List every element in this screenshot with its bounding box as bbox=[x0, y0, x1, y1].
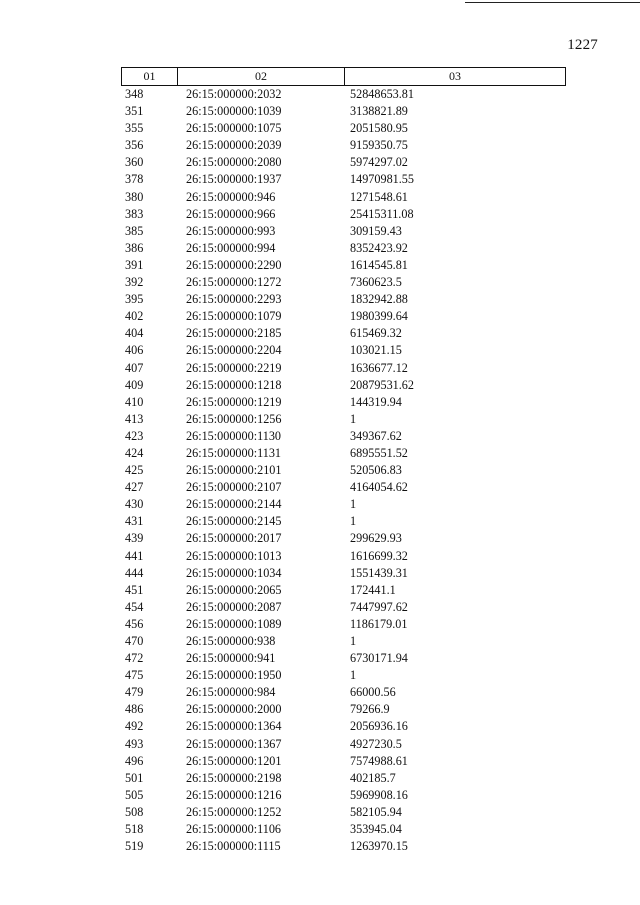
table-row bbox=[0, 325, 640, 342]
table-row bbox=[0, 411, 640, 428]
row-number-cell: 378 bbox=[125, 172, 144, 187]
row-number-cell: 427 bbox=[125, 480, 144, 495]
value-cell: 1616699.32 bbox=[350, 548, 408, 563]
table-row bbox=[0, 684, 640, 701]
table-row bbox=[0, 445, 640, 462]
table-row bbox=[0, 462, 640, 479]
cadastral-number-cell: 26:15:000000:2219 bbox=[186, 360, 282, 375]
table-row bbox=[0, 291, 640, 308]
column-header-02: 02 bbox=[178, 68, 345, 85]
top-rule bbox=[465, 2, 640, 3]
table-row bbox=[0, 633, 640, 650]
cadastral-number-cell: 26:15:000000:2107 bbox=[186, 480, 282, 495]
cadastral-number-cell: 26:15:000000:1034 bbox=[186, 565, 282, 580]
value-cell: 1 bbox=[350, 497, 357, 512]
row-number-cell: 439 bbox=[125, 531, 144, 546]
value-cell: 520506.83 bbox=[350, 463, 402, 478]
row-number-cell: 413 bbox=[125, 411, 144, 426]
row-number-cell: 496 bbox=[125, 753, 144, 768]
table-row bbox=[0, 103, 640, 120]
table-row bbox=[0, 206, 640, 223]
value-cell: 7360623.5 bbox=[350, 275, 402, 290]
cadastral-number-cell: 26:15:000000:1218 bbox=[186, 377, 282, 392]
cadastral-number-cell: 26:15:000000:1364 bbox=[186, 719, 282, 734]
cadastral-number-cell: 26:15:000000:2293 bbox=[186, 292, 282, 307]
table-row bbox=[0, 513, 640, 530]
table-row bbox=[0, 787, 640, 804]
table-row bbox=[0, 804, 640, 821]
value-cell: 6895551.52 bbox=[350, 445, 408, 460]
row-number-cell: 492 bbox=[125, 719, 144, 734]
row-number-cell: 348 bbox=[125, 87, 144, 101]
value-cell: 4927230.5 bbox=[350, 736, 402, 751]
table-row bbox=[0, 223, 640, 240]
value-cell: 1263970.15 bbox=[350, 839, 408, 854]
cadastral-number-cell: 26:15:000000:2017 bbox=[186, 531, 282, 546]
value-cell: 7447997.62 bbox=[350, 599, 408, 614]
row-number-cell: 410 bbox=[125, 394, 144, 409]
cadastral-number-cell: 26:15:000000:1130 bbox=[186, 428, 282, 443]
value-cell: 1 bbox=[350, 668, 357, 683]
cadastral-number-cell: 26:15:000000:1367 bbox=[186, 736, 282, 751]
row-number-cell: 501 bbox=[125, 770, 144, 785]
value-cell: 1551439.31 bbox=[350, 565, 408, 580]
cadastral-number-cell: 26:15:000000:2145 bbox=[186, 514, 282, 529]
cadastral-number-cell: 26:15:000000:2087 bbox=[186, 599, 282, 614]
table-row bbox=[0, 308, 640, 325]
cadastral-number-cell: 26:15:000000:2000 bbox=[186, 702, 282, 717]
table-row bbox=[0, 821, 640, 838]
value-cell: 79266.9 bbox=[350, 702, 390, 717]
row-number-cell: 402 bbox=[125, 309, 144, 324]
cadastral-number-cell: 26:15:000000:2198 bbox=[186, 770, 282, 785]
table-row bbox=[0, 496, 640, 513]
value-cell: 309159.43 bbox=[350, 223, 402, 238]
cadastral-number-cell: 26:15:000000:2185 bbox=[186, 326, 282, 341]
table-row bbox=[0, 582, 640, 599]
value-cell: 349367.62 bbox=[350, 428, 402, 443]
cadastral-number-cell: 26:15:000000:1252 bbox=[186, 804, 282, 819]
cadastral-number-cell: 26:15:000000:1013 bbox=[186, 548, 282, 563]
value-cell: 1 bbox=[350, 411, 357, 426]
table-row bbox=[0, 838, 640, 855]
cadastral-number-cell: 26:15:000000:994 bbox=[186, 240, 276, 255]
value-cell: 1 bbox=[350, 514, 357, 529]
row-number-cell: 355 bbox=[125, 121, 144, 136]
value-cell: 1 bbox=[350, 634, 357, 648]
row-number-cell: 505 bbox=[125, 787, 144, 802]
row-number-cell: 493 bbox=[125, 736, 144, 751]
cadastral-number-cell: 26:15:000000:1079 bbox=[186, 309, 282, 324]
table-row bbox=[0, 274, 640, 291]
value-cell: 1186179.01 bbox=[350, 616, 408, 631]
row-number-cell: 475 bbox=[125, 668, 144, 683]
value-cell: 5969908.16 bbox=[350, 787, 408, 802]
table-row bbox=[0, 530, 640, 547]
page-number: 1227 bbox=[567, 37, 598, 53]
table-body bbox=[0, 86, 640, 855]
table-row bbox=[0, 650, 640, 667]
row-number-cell: 444 bbox=[125, 565, 144, 580]
value-cell: 66000.56 bbox=[350, 685, 396, 700]
table-row bbox=[0, 394, 640, 411]
table-row bbox=[0, 240, 640, 257]
column-header-03: 03 bbox=[449, 69, 461, 83]
value-cell: 172441.1 bbox=[350, 582, 396, 597]
cadastral-number-cell: 26:15:000000:2290 bbox=[186, 257, 282, 272]
cadastral-number-cell: 26:15:000000:1272 bbox=[186, 275, 282, 290]
value-cell: 9159350.75 bbox=[350, 138, 408, 153]
table-row bbox=[0, 86, 640, 103]
row-number-cell: 407 bbox=[125, 360, 144, 375]
table-row bbox=[0, 616, 640, 633]
row-number-cell: 518 bbox=[125, 822, 144, 837]
table-row bbox=[0, 736, 640, 753]
value-cell: 144319.94 bbox=[350, 394, 402, 409]
table-row bbox=[0, 257, 640, 274]
value-cell: 1832942.88 bbox=[350, 292, 408, 307]
row-number-cell: 519 bbox=[125, 839, 144, 854]
row-number-cell: 391 bbox=[125, 257, 144, 272]
row-number-cell: 441 bbox=[125, 548, 144, 563]
row-number-cell: 430 bbox=[125, 497, 144, 512]
value-cell: 402185.7 bbox=[350, 770, 396, 785]
table-row bbox=[0, 770, 640, 787]
value-cell: 52848653.81 bbox=[350, 87, 414, 101]
row-number-cell: 486 bbox=[125, 702, 144, 717]
cadastral-number-cell: 26:15:000000:938 bbox=[186, 634, 276, 648]
row-number-cell: 508 bbox=[125, 804, 144, 819]
row-number-cell: 395 bbox=[125, 292, 144, 307]
cadastral-number-cell: 26:15:000000:1216 bbox=[186, 787, 282, 802]
row-number-cell: 425 bbox=[125, 463, 144, 478]
row-number-cell: 404 bbox=[125, 326, 144, 341]
cadastral-number-cell: 26:15:000000:984 bbox=[186, 685, 276, 700]
cadastral-number-cell: 26:15:000000:2144 bbox=[186, 497, 282, 512]
table-row bbox=[0, 120, 640, 137]
row-number-cell: 470 bbox=[125, 634, 144, 648]
value-cell: 103021.15 bbox=[350, 343, 402, 358]
value-cell: 2056936.16 bbox=[350, 719, 408, 734]
value-cell: 1636677.12 bbox=[350, 360, 408, 375]
cadastral-number-cell: 26:15:000000:946 bbox=[186, 189, 276, 204]
value-cell: 353945.04 bbox=[350, 822, 402, 837]
value-cell: 4164054.62 bbox=[350, 480, 408, 495]
value-cell: 7574988.61 bbox=[350, 753, 408, 768]
value-cell: 2051580.95 bbox=[350, 121, 408, 136]
row-number-cell: 406 bbox=[125, 343, 144, 358]
cadastral-number-cell: 26:15:000000:1201 bbox=[186, 753, 282, 768]
value-cell: 3138821.89 bbox=[350, 104, 408, 119]
table-row bbox=[0, 701, 640, 718]
cadastral-number-cell: 26:15:000000:2080 bbox=[186, 155, 282, 170]
cadastral-number-cell: 26:15:000000:993 bbox=[186, 223, 276, 238]
table-row bbox=[0, 360, 640, 377]
row-number-cell: 351 bbox=[125, 104, 144, 119]
row-number-cell: 409 bbox=[125, 377, 144, 392]
table-row bbox=[0, 154, 640, 171]
value-cell: 1614545.81 bbox=[350, 257, 408, 272]
table-row bbox=[0, 189, 640, 206]
table-row bbox=[0, 342, 640, 359]
value-cell: 8352423.92 bbox=[350, 240, 408, 255]
table-row bbox=[0, 718, 640, 735]
cadastral-number-cell: 26:15:000000:1039 bbox=[186, 104, 282, 119]
cadastral-number-cell: 26:15:000000:2065 bbox=[186, 582, 282, 597]
table-row bbox=[0, 171, 640, 188]
row-number-cell: 454 bbox=[125, 599, 144, 614]
table-row bbox=[0, 599, 640, 616]
row-number-cell: 385 bbox=[125, 223, 144, 238]
table-row bbox=[0, 428, 640, 445]
cadastral-number-cell: 26:15:000000:1089 bbox=[186, 616, 282, 631]
row-number-cell: 380 bbox=[125, 189, 144, 204]
cadastral-number-cell: 26:15:000000:2204 bbox=[186, 343, 282, 358]
row-number-cell: 392 bbox=[125, 275, 144, 290]
cadastral-number-cell: 26:15:000000:1219 bbox=[186, 394, 282, 409]
row-number-cell: 360 bbox=[125, 155, 144, 170]
row-number-cell: 356 bbox=[125, 138, 144, 153]
table-row bbox=[0, 753, 640, 770]
cadastral-number-cell: 26:15:000000:1950 bbox=[186, 668, 282, 683]
row-number-cell: 424 bbox=[125, 445, 144, 460]
row-number-cell: 472 bbox=[125, 651, 144, 666]
row-number-cell: 431 bbox=[125, 514, 144, 529]
value-cell: 1271548.61 bbox=[350, 189, 408, 204]
cadastral-number-cell: 26:15:000000:941 bbox=[186, 651, 276, 666]
table-row bbox=[0, 377, 640, 394]
cadastral-number-cell: 26:15:000000:2101 bbox=[186, 463, 282, 478]
value-cell: 25415311.08 bbox=[350, 206, 414, 221]
table-header bbox=[121, 67, 566, 86]
cadastral-number-cell: 26:15:000000:2032 bbox=[186, 87, 282, 101]
row-number-cell: 451 bbox=[125, 582, 144, 597]
cadastral-number-cell: 26:15:000000:1131 bbox=[186, 445, 282, 460]
table-row bbox=[0, 479, 640, 496]
row-number-cell: 479 bbox=[125, 685, 144, 700]
cadastral-number-cell: 26:15:000000:1106 bbox=[186, 822, 282, 837]
value-cell: 6730171.94 bbox=[350, 651, 408, 666]
cadastral-number-cell: 26:15:000000:1937 bbox=[186, 172, 282, 187]
row-number-cell: 386 bbox=[125, 240, 144, 255]
table-row bbox=[0, 548, 640, 565]
value-cell: 20879531.62 bbox=[350, 377, 414, 392]
value-cell: 14970981.55 bbox=[350, 172, 414, 187]
column-header-01: 01 bbox=[122, 68, 178, 85]
cadastral-number-cell: 26:15:000000:1256 bbox=[186, 411, 282, 426]
cadastral-number-cell: 26:15:000000:2039 bbox=[186, 138, 282, 153]
cadastral-number-cell: 26:15:000000:966 bbox=[186, 206, 276, 221]
value-cell: 615469.32 bbox=[350, 326, 402, 341]
value-cell: 5974297.02 bbox=[350, 155, 408, 170]
table-row bbox=[0, 667, 640, 684]
row-number-cell: 423 bbox=[125, 428, 144, 443]
row-number-cell: 383 bbox=[125, 206, 144, 221]
table-row bbox=[0, 565, 640, 582]
cadastral-number-cell: 26:15:000000:1075 bbox=[186, 121, 282, 136]
value-cell: 582105.94 bbox=[350, 804, 402, 819]
value-cell: 1980399.64 bbox=[350, 309, 408, 324]
table-row bbox=[0, 137, 640, 154]
row-number-cell: 456 bbox=[125, 616, 144, 631]
cadastral-number-cell: 26:15:000000:1115 bbox=[186, 839, 281, 854]
value-cell: 299629.93 bbox=[350, 531, 402, 546]
